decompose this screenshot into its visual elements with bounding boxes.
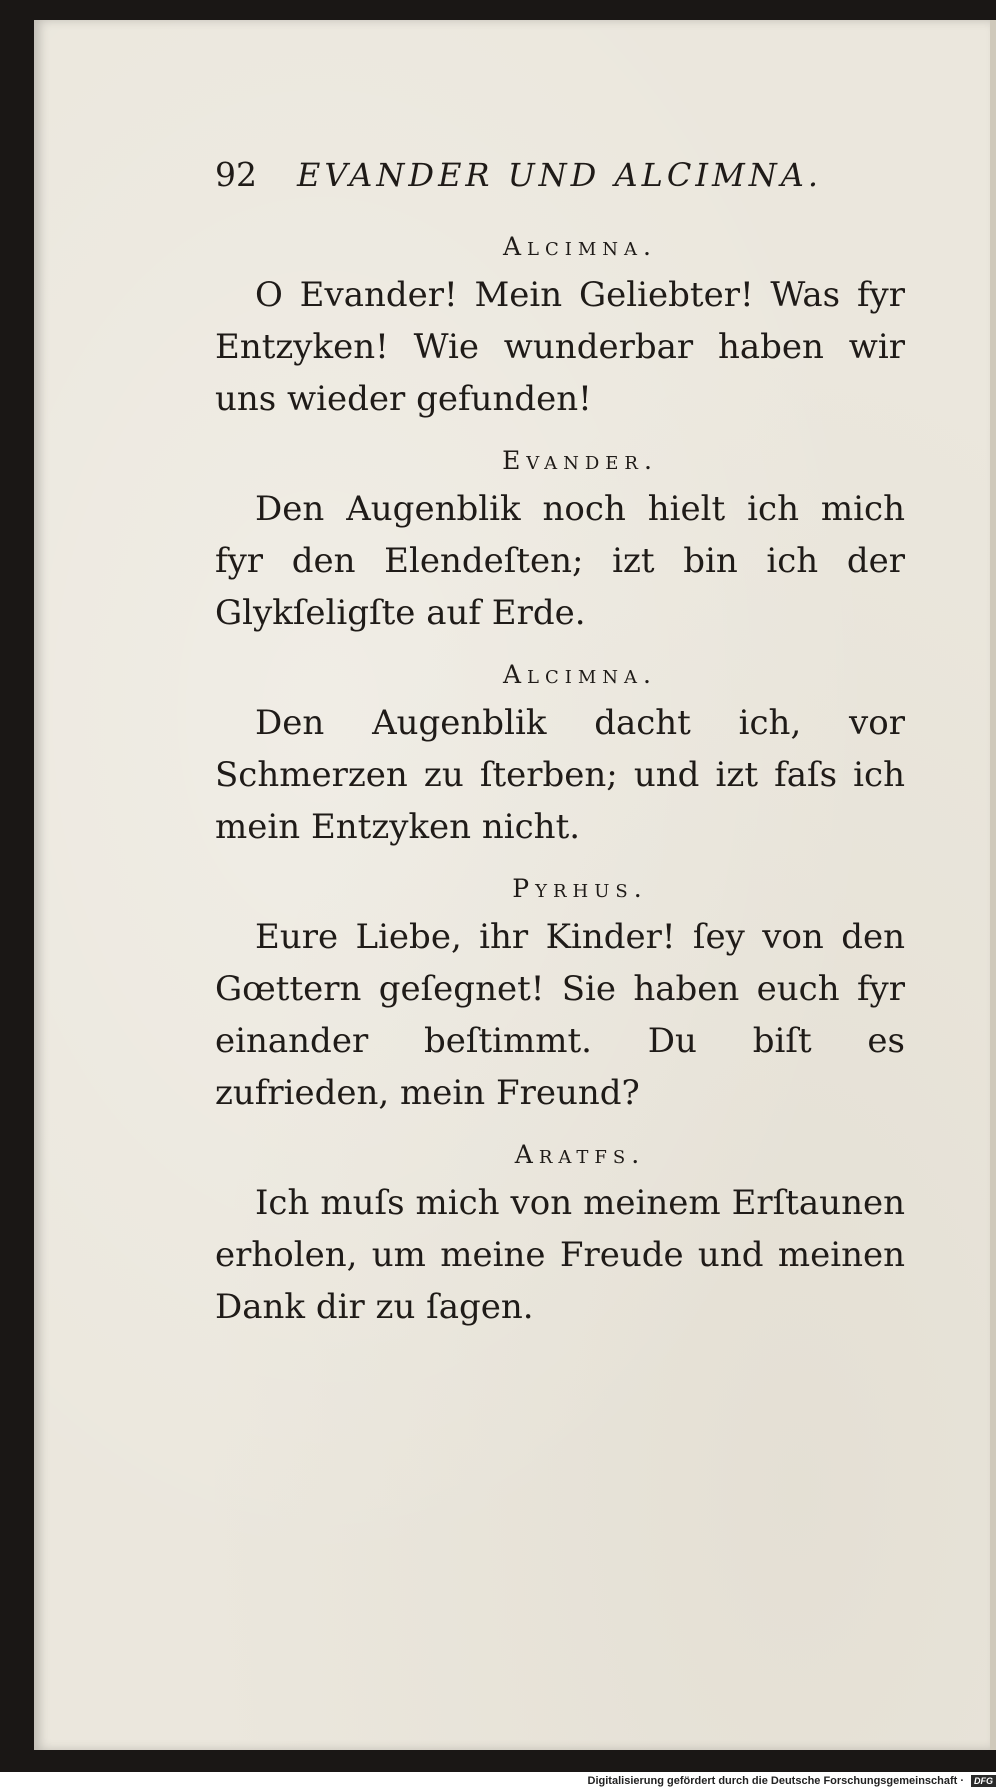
speech-text: [215, 483, 905, 639]
running-head-title: EVANDER UND ALCIMNA.: [297, 156, 823, 194]
speaker-name: Pyrhus.: [512, 874, 648, 903]
dfg-logo: DFG: [971, 1775, 996, 1787]
speech-line: O Evander! Mein Geliebter! Was fyr Entzyken! Wie wunderbar haben wir uns wieder gefunden!: [215, 275, 905, 419]
speech-text: [215, 269, 905, 425]
speaker-name: Alcimna.: [502, 660, 658, 689]
speech-line: Den Augenblik noch hielt ich mich fyr den Elendeſten; izt bin ich der Glykſeligſte auf Erde.: [215, 489, 905, 633]
speaker-name: Aratfs.: [514, 1140, 646, 1169]
speech-text: [215, 911, 905, 1119]
page-text: [215, 155, 905, 1347]
speech-text: [215, 697, 905, 853]
speech-text: [215, 1177, 905, 1333]
page-edge: [990, 20, 996, 1750]
credit-text: Digitalisierung gefördert durch die Deutsche Forschungsgemeinschaft: [587, 1775, 958, 1787]
speech-line: Ich muſs mich von meinem Erſtaunen erholen, um meine Freude und meinen Dank dir zu ſagen.: [215, 1183, 905, 1327]
speaker-name: Evander.: [502, 446, 658, 475]
speech-line: Den Augenblik dacht ich, vor Schmerzen zu ſterben; und izt faſs ich mein Entzyken nicht.: [215, 703, 905, 847]
digitization-credit: Digitalisierung gefördert durch die Deutsche Forschungsgemeinschaft · DFG: [588, 1772, 996, 1790]
speech-line: Eure Liebe, ihr Kinder! ſey von den Gœttern geſegnet! Sie haben euch fyr einander beſtimmt. Du biſt es zufrieden, mein Freund?: [215, 917, 905, 1113]
speaker-name: Alcimna.: [502, 232, 658, 261]
running-head: [215, 155, 905, 225]
page-number: 92: [215, 155, 257, 194]
